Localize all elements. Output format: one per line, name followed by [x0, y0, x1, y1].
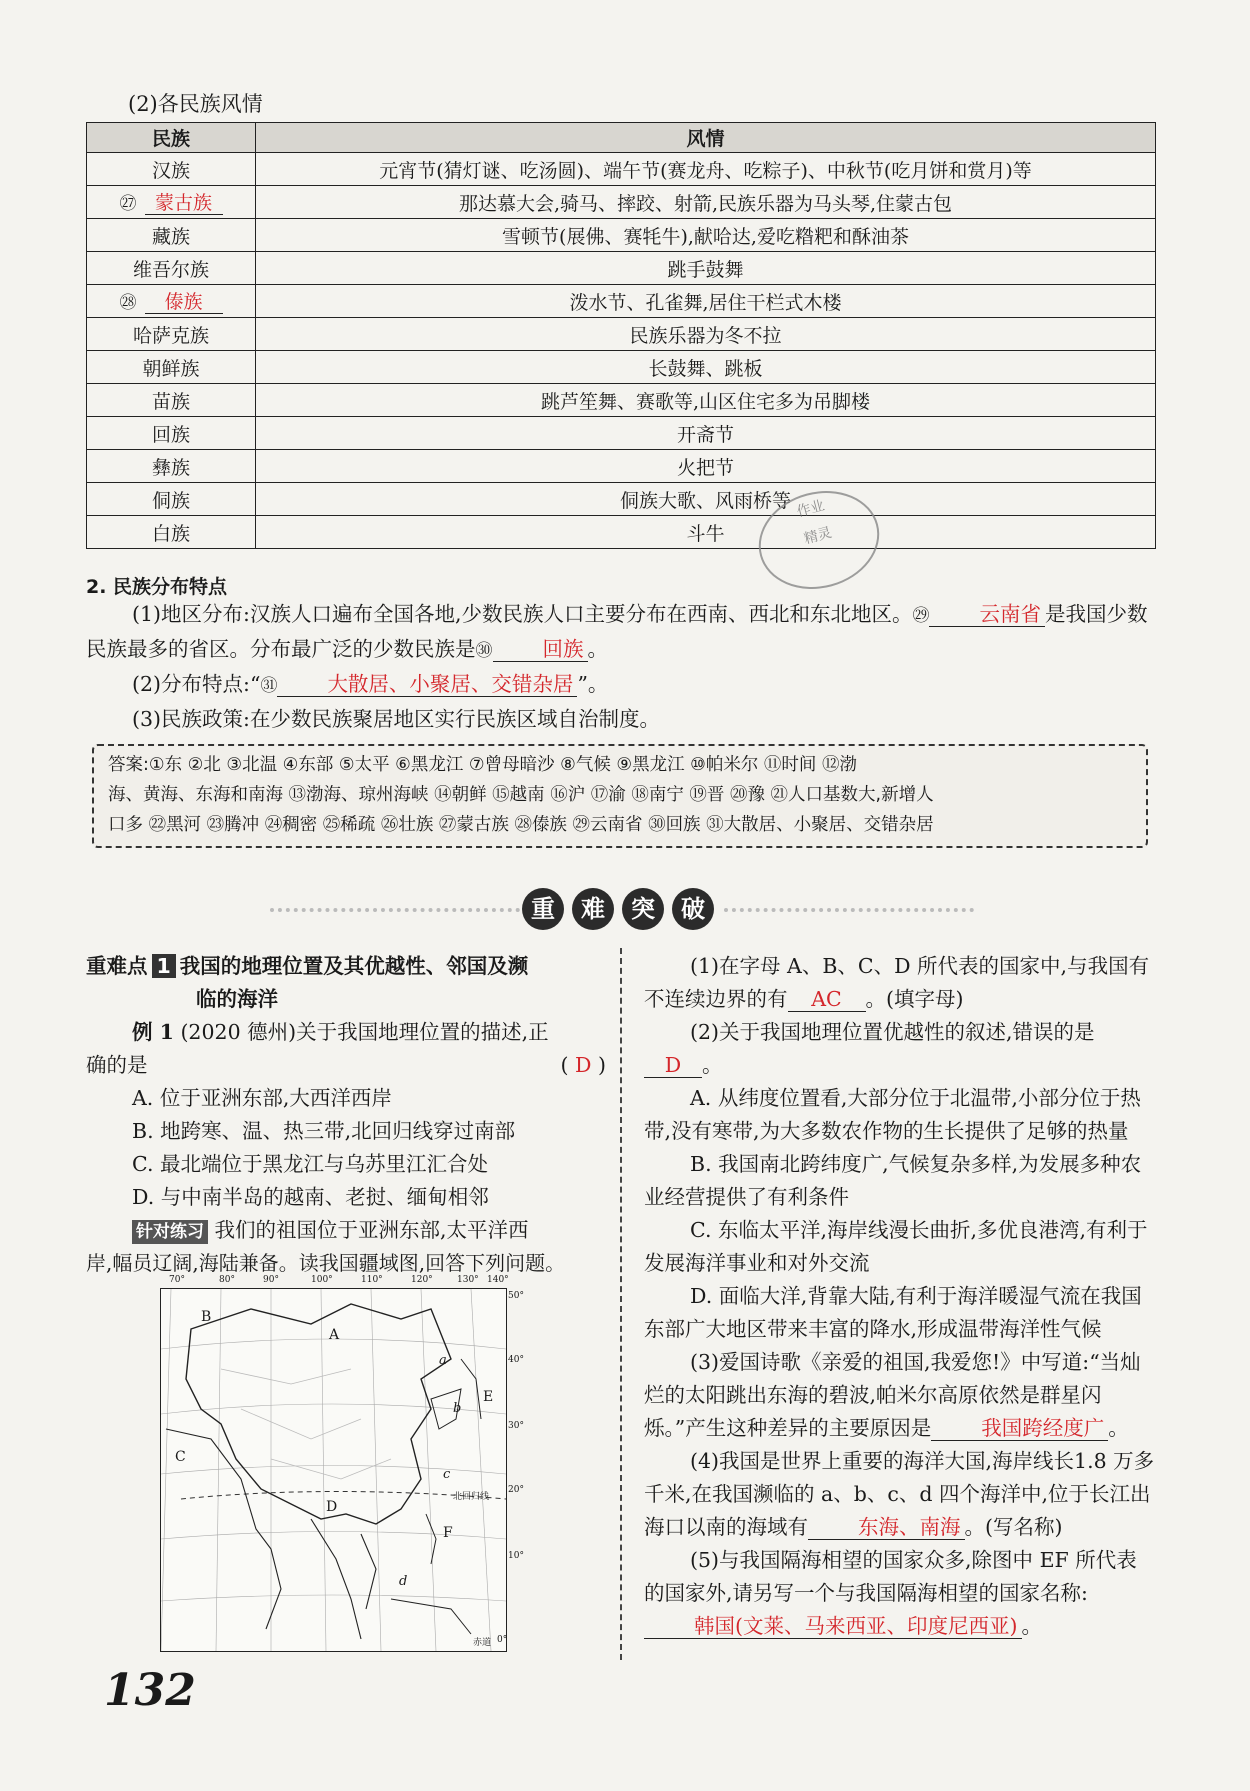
question-2-cont: D 。 — [644, 1049, 1156, 1082]
equator-label: 赤道 — [473, 1638, 492, 1648]
table-header-row — [87, 123, 1156, 153]
option: D. 面临大洋,背靠大陆,有利于海洋暖湿气流在我国东部广大地区带来丰富的降水,形成温带海洋性气候 — [644, 1284, 1142, 1341]
map-letter-E: E — [483, 1389, 494, 1405]
latitude-label: 30° — [508, 1421, 524, 1431]
question-2: (2)关于我国地理位置优越性的叙述,错误的是 — [690, 1020, 1095, 1044]
longitude-label: 130° — [457, 1275, 479, 1285]
distribution-paragraph — [86, 598, 1156, 736]
table-row — [87, 252, 1156, 285]
dotted-rule — [724, 908, 974, 916]
table-row — [87, 483, 1156, 516]
china-territory-map — [160, 1275, 524, 1652]
example-question: 例 1 (2020 德州)关于我国地理位置的描述,正 — [132, 1020, 549, 1044]
key-point-title-cont: 临的海洋 — [196, 987, 278, 1011]
customs-cell: 侗族大歌、风雨桥等 — [256, 483, 1156, 516]
left-column — [86, 950, 606, 1280]
ethnic-name-cell: ㉗ 蒙古族 — [87, 186, 256, 219]
question-3: (3)爱国诗歌《亲爱的祖国,我爱您!》中写道:“当灿烂的太阳跳出东海的碧波,帕米尔高原依然是群星闪烁。”产生这种差异的主要原因是 我国跨经度广 。 — [644, 1350, 1141, 1440]
customs-cell: 民族乐器为冬不拉 — [256, 318, 1156, 351]
longitude-label: 140° — [487, 1275, 509, 1285]
table-row — [87, 318, 1156, 351]
practice-paragraph-cont: 岸,幅员辽阔,海陆兼备。读我国疆域图,回答下列问题。 — [86, 1251, 566, 1275]
answer-blank: AC — [788, 988, 866, 1012]
banner-char: 突 — [622, 888, 664, 930]
answer-blank: 东海、南海 — [808, 1516, 965, 1540]
answer-line: 海、黄海、东海和南海 ⑬渤海、琼州海峡 ⑭朝鲜 ⑮越南 ⑯沪 ⑰渝 ⑱南宁 ⑲晋 ⑳豫 ㉑人口基数大,新增人 — [108, 785, 934, 805]
customs-cell: 火把节 — [256, 450, 1156, 483]
banner-char: 难 — [572, 888, 614, 930]
map-drawing — [161, 1289, 506, 1651]
example-question-cont: 确的是 ( D ) — [86, 1053, 606, 1077]
ethnic-customs-table — [86, 122, 1156, 549]
ethnic-name-cell: ㉘ 傣族 — [87, 285, 256, 318]
answer-line: 答案:①东 ②北 ③北温 ④东部 ⑤太平 ⑥黑龙江 ⑦曾母暗沙 ⑧气候 ⑨黑龙江 ⑩帕米尔 ⑪时间 ⑫渤 — [108, 755, 857, 775]
latitude-label: 0° — [497, 1635, 508, 1645]
map-letter-D: D — [326, 1499, 338, 1515]
table-row — [87, 516, 1156, 549]
ethnic-name-cell: 藏族 — [87, 219, 256, 252]
ethnic-name-cell: 彝族 — [87, 450, 256, 483]
ethnic-name-cell: 苗族 — [87, 384, 256, 417]
column-header: 风情 — [256, 123, 1156, 153]
option: C. 东临太平洋,海岸线漫长曲折,多优良港湾,有利于发展海洋事业和对外交流 — [644, 1218, 1148, 1275]
section-banner — [0, 888, 1250, 934]
customs-cell: 跳手鼓舞 — [256, 252, 1156, 285]
option: A. 从纬度位置看,大部分位于北温带,小部分位于热带,没有寒带,为大多数农作物的生长提供了足够的热量 — [644, 1086, 1141, 1143]
map-letter-A: A — [329, 1327, 340, 1343]
table-row — [87, 351, 1156, 384]
example-answer: D — [575, 1053, 592, 1077]
key-point-title: 重难点 1 我国的地理位置及其优越性、邻国及濒 — [86, 954, 529, 978]
question-5: (5)与我国隔海相望的国家众多,除图中 EF 所代表的国家外,请另写一个与我国隔海相望的国家名称:韩国(文莱、马来西亚、印度尼西亚) 。 — [644, 1548, 1137, 1638]
answer-blank: 大散居、小聚居、交错杂居 — [277, 673, 577, 697]
practice-paragraph: 针对练习 我们的祖国位于亚洲东部,太平洋西 — [86, 1214, 606, 1247]
ethnic-name-cell: 朝鲜族 — [87, 351, 256, 384]
latitude-label: 20° — [508, 1485, 524, 1495]
dotted-rule — [270, 908, 520, 916]
column-header: 民族 — [87, 123, 256, 153]
practice-tag: 针对练习 — [132, 1220, 208, 1244]
option: B. 地跨寒、温、热三带,北回归线穿过南部 — [132, 1119, 516, 1143]
customs-cell: 开斋节 — [256, 417, 1156, 450]
banner-char: 重 — [522, 888, 564, 930]
customs-cell: 斗牛 — [256, 516, 1156, 549]
section-title: (2)各民族风情 — [128, 92, 263, 116]
question-1: (1)在字母 A、B、C、D 所代表的国家中,与我国有 — [690, 954, 1150, 978]
question-4: (4)我国是世界上重要的海洋大国,海岸线长1.8 万多千米,在我国濒临的 a、b、c、d 四个海洋中,位于长江出海口以南的海域有 东海、南海 。(写名称) — [644, 1449, 1155, 1539]
table-row — [87, 285, 1156, 318]
table-row — [87, 417, 1156, 450]
longitude-label: 110° — [361, 1275, 383, 1285]
answer-blank: D — [644, 1054, 702, 1078]
table-row — [87, 153, 1156, 186]
longitude-label: 100° — [311, 1275, 333, 1285]
answer-blank: 韩国(文莱、马来西亚、印度尼西亚) — [644, 1615, 1022, 1639]
page-number: 132 — [104, 1665, 196, 1716]
longitude-label: 90° — [263, 1275, 279, 1285]
map-letter-F: F — [443, 1525, 453, 1541]
ethnic-name-cell: 维吾尔族 — [87, 252, 256, 285]
map-letter-d: d — [399, 1574, 408, 1589]
latitude-label: 50° — [508, 1291, 524, 1301]
longitude-label: 70° — [169, 1275, 185, 1285]
ethnic-name-cell: 白族 — [87, 516, 256, 549]
answer-blank: 我国跨经度广 — [931, 1417, 1108, 1441]
watermark-stamp: 作业 精灵 — [748, 478, 891, 602]
customs-cell: 泼水节、孔雀舞,居住干栏式木楼 — [256, 285, 1156, 318]
distribution-heading: 2. 民族分布特点 — [86, 576, 228, 598]
answer-key-box — [92, 744, 1148, 848]
customs-cell: 元宵节(猜灯谜、吃汤圆)、端午节(赛龙舟、吃粽子)、中秋节(吃月饼和赏月)等 — [256, 153, 1156, 186]
banner-char: 破 — [672, 888, 714, 930]
map-letter-B: B — [201, 1309, 212, 1325]
answer-blank: 回族 — [493, 638, 588, 662]
ethnic-name-cell: 侗族 — [87, 483, 256, 516]
question-1-cont: 不连续边界的有 AC 。(填字母) — [644, 987, 964, 1011]
paragraph-3: (3)民族政策:在少数民族聚居地区实行民族区域自治制度。 — [132, 707, 660, 731]
latitude-label: 40° — [508, 1355, 524, 1365]
ethnic-name-cell: 哈萨克族 — [87, 318, 256, 351]
map-letter-a: a — [439, 1353, 447, 1368]
latitude-label: 10° — [508, 1551, 524, 1561]
table-row — [87, 384, 1156, 417]
column-divider — [620, 948, 622, 1660]
table-row — [87, 219, 1156, 252]
ethnic-name-cell: 汉族 — [87, 153, 256, 186]
paragraph-2: (2)分布特点:“㉛ 大散居、小聚居、交错杂居 ”。 — [132, 672, 609, 696]
key-number-badge: 1 — [152, 954, 176, 978]
option: D. 与中南半岛的越南、老挝、缅甸相邻 — [132, 1185, 489, 1209]
answer-line: 口多 ㉒黑河 ㉓腾冲 ㉔稠密 ㉕稀疏 ㉖壮族 ㉗蒙古族 ㉘傣族 ㉙云南省 ㉚回族 ㉛大散居、小聚居、交错杂居 — [108, 815, 934, 835]
table-row — [87, 186, 1156, 219]
right-column — [644, 950, 1156, 1643]
table-row — [87, 450, 1156, 483]
longitude-label: 80° — [219, 1275, 235, 1285]
tropic-label: 北回归线 — [453, 1492, 490, 1502]
option: A. 位于亚洲东部,大西洋西岸 — [132, 1086, 392, 1110]
map-letter-c: c — [443, 1467, 451, 1482]
customs-cell: 那达慕大会,骑马、摔跤、射箭,民族乐器为马头琴,住蒙古包 — [256, 186, 1156, 219]
longitude-label: 120° — [411, 1275, 433, 1285]
map-letter-b: b — [453, 1401, 462, 1416]
map-letter-C: C — [175, 1449, 186, 1465]
option: B. 我国南北跨纬度广,气候复杂多样,为发展多种农业经营提供了有利条件 — [644, 1152, 1142, 1209]
answer-blank: 云南省 — [929, 603, 1045, 627]
paragraph-1: (1)地区分布:汉族人口遍布全国各地,少数民族人口主要分布在西南、西北和东北地区。㉙ 云南省 是我国少数民族最多的省区。分布最广泛的少数民族是㉚ 回族 。 — [86, 602, 1148, 661]
ethnic-name-cell: 回族 — [87, 417, 256, 450]
customs-cell: 跳芦笙舞、赛歌等,山区住宅多为吊脚楼 — [256, 384, 1156, 417]
option: C. 最北端位于黑龙江与乌苏里江汇合处 — [132, 1152, 488, 1176]
customs-cell: 雪顿节(展佛、赛牦牛),献哈达,爱吃糌粑和酥油茶 — [256, 219, 1156, 252]
customs-cell: 长鼓舞、跳板 — [256, 351, 1156, 384]
